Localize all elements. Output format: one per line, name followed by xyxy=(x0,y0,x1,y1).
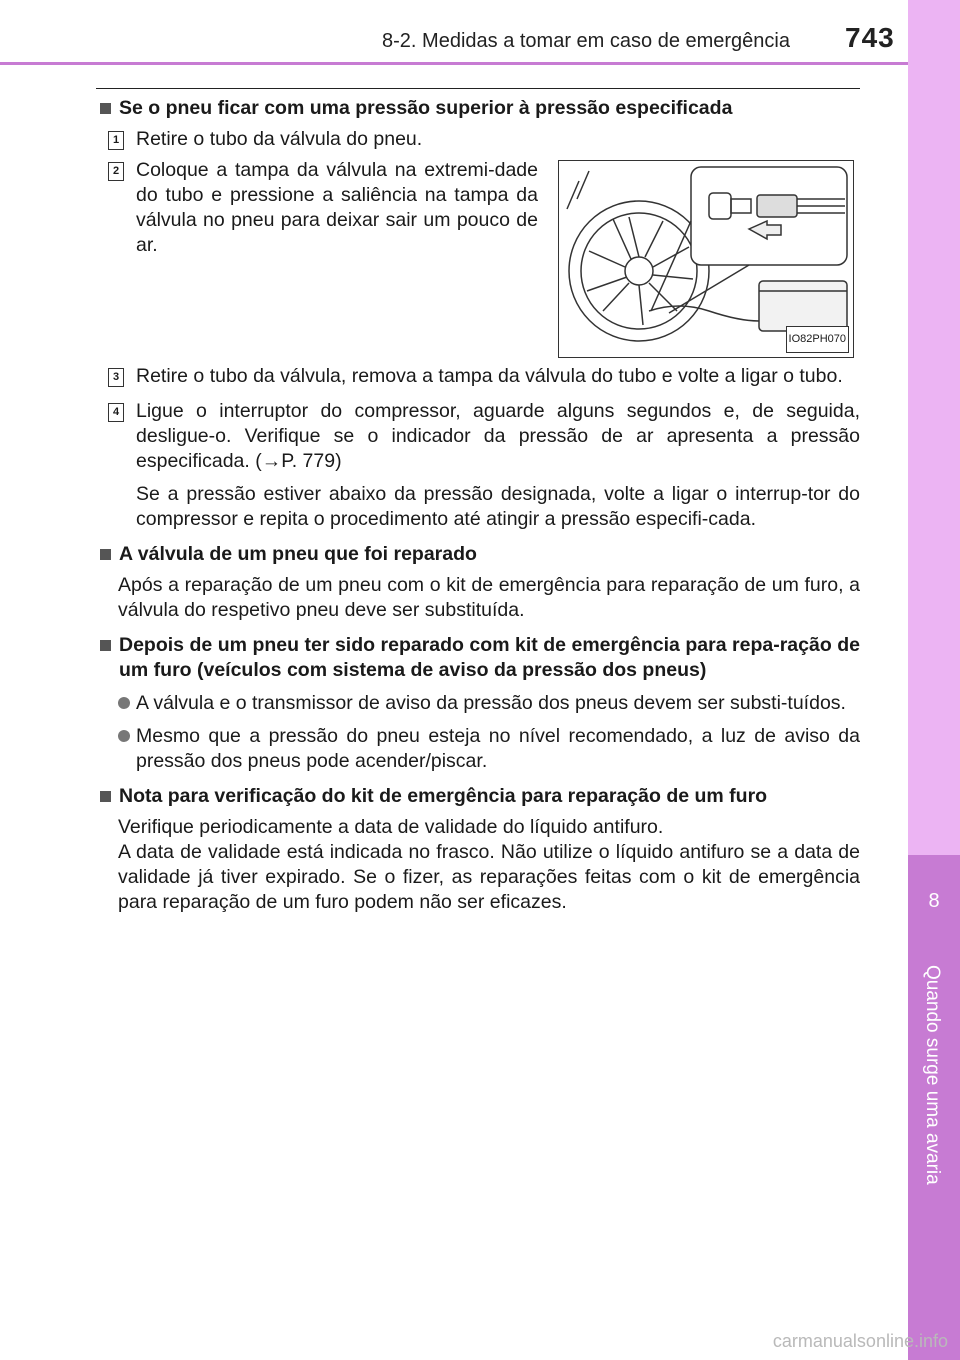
step-4-note: Se a pressão estiver abaixo da pressão designada, volte a ligar o interrup-tor do compressor e repita o procedimento até atingir a pressão especifi-cada. xyxy=(136,483,860,530)
step-text: Retire o tubo da válvula do pneu. xyxy=(136,128,423,150)
paragraph: Verifique periodicamente a data de validade do líquido antifuro. xyxy=(118,816,664,838)
section-heading xyxy=(96,542,860,567)
section-heading xyxy=(96,96,860,121)
step-2-row xyxy=(96,152,860,358)
step-2 xyxy=(96,158,538,358)
step-1 xyxy=(96,127,860,152)
bullet-text: A válvula e o transmissor de aviso da pressão dos pneus devem ser substi-tuídos. xyxy=(136,692,846,714)
heading-text: Nota para verificação do kit de emergência para reparação de um furo xyxy=(119,785,768,807)
page-content xyxy=(96,92,860,915)
square-bullet-icon xyxy=(100,791,111,802)
chapter-number: 8 xyxy=(928,890,940,912)
circle-bullet-icon xyxy=(118,697,130,709)
bullet-item xyxy=(96,691,860,716)
step-3 xyxy=(96,364,860,389)
watermark: carmanualsonline.info xyxy=(772,1331,948,1351)
square-bullet-icon xyxy=(100,640,111,651)
step-number: 4 xyxy=(108,403,124,422)
content-rule xyxy=(96,88,860,89)
paragraph: Após a reparação de um pneu com o kit de emergência para reparação de um furo, a válvula do respetivo pneu deve ser substituída. xyxy=(118,574,860,621)
bullet-item xyxy=(96,724,860,774)
step-text: Ligue o interruptor do compressor, aguarde alguns segundos e, de seguida, desligue-o. Verifique se o indicador da pressão de ar apresenta a pressão especificada. (→P. 779) xyxy=(136,400,860,472)
section-heading xyxy=(96,633,860,683)
step-number: 3 xyxy=(108,368,124,387)
bullet-text: Mesmo que a pressão do pneu esteja no nível recomendado, a luz de aviso da pressão dos pneus pode acender/piscar. xyxy=(136,725,860,772)
step-number: 1 xyxy=(108,131,124,150)
valve-cap-illustration xyxy=(558,160,854,358)
step-text: Retire o tubo da válvula, remova a tampa da válvula do tubo e volte a ligar o tubo. xyxy=(136,365,843,387)
step-text: Coloque a tampa da válvula na extremi-dade do tubo e pressione a saliência na tampa da válvula no pneu para deixar sair um pouco de ar. xyxy=(136,159,538,256)
circle-bullet-icon xyxy=(118,730,130,742)
section-title: 8-2. Medidas a tomar em caso de emergência xyxy=(382,30,790,52)
square-bullet-icon xyxy=(100,103,111,114)
figure-code: IO82PH070 xyxy=(786,326,849,353)
heading-text: A válvula de um pneu que foi reparado xyxy=(119,543,477,565)
heading-text: Se o pneu ficar com uma pressão superior à pressão especificada xyxy=(119,97,733,119)
step-4 xyxy=(96,399,860,474)
heading-text: Depois de um pneu ter sido reparado com kit de emergência para repa-ração de um furo (veículos com sistema de aviso da pressão dos pneus) xyxy=(119,634,860,681)
header-rule xyxy=(0,62,908,65)
square-bullet-icon xyxy=(100,549,111,560)
section-heading xyxy=(96,784,860,809)
page-number: 743 xyxy=(845,22,895,53)
step-number: 2 xyxy=(108,162,124,181)
chapter-title: Quando surge uma avaria xyxy=(922,965,943,1185)
paragraph: A data de validade está indicada no frasco. Não utilize o líquido antifuro se a data de validade já tiver expirado. Se o fizer, as reparações feitas com o kit de emergência para reparação de um furo podem não ser eficazes. xyxy=(118,841,860,913)
